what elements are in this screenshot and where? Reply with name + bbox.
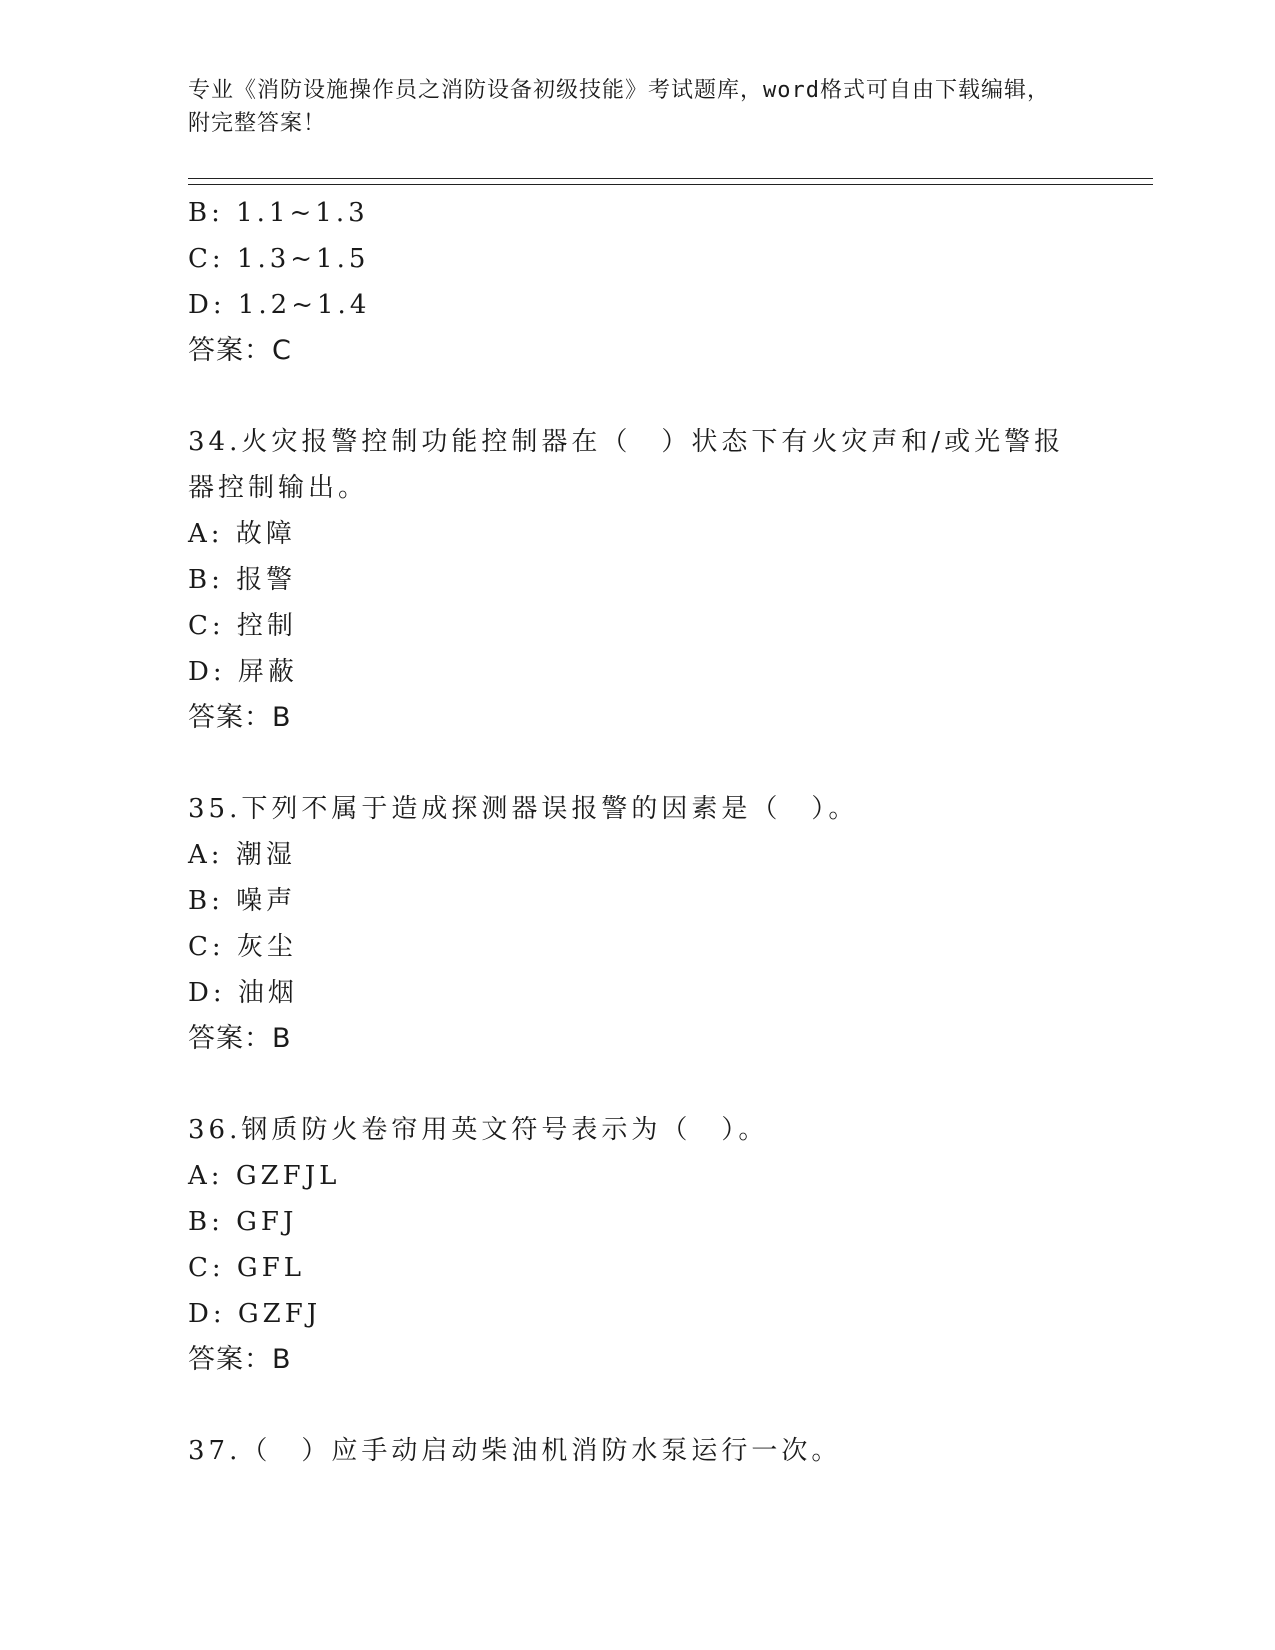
option-b: B: 报警 xyxy=(188,565,297,595)
option-b: B: 1.1~1.3 xyxy=(188,198,369,228)
option-a: A: GZFJL xyxy=(188,1161,341,1191)
option-a: A: 潮湿 xyxy=(188,840,296,870)
question-34 xyxy=(188,419,1088,741)
question-36 xyxy=(188,1107,1088,1383)
header-divider-top xyxy=(188,178,1153,179)
question-33-tail xyxy=(188,190,1088,374)
option-d: D: 1.2~1.4 xyxy=(188,290,371,320)
answer: 答案：B xyxy=(188,1344,292,1375)
option-d: D: 油烟 xyxy=(188,978,298,1008)
answer: 答案：B xyxy=(188,1023,292,1054)
option-d: D: GZFJ xyxy=(188,1299,322,1329)
question-stem: 34.火灾报警控制功能控制器在（ ）状态下有火灾声和/或光警报器控制输出。 xyxy=(188,427,1065,503)
option-b: B: GFJ xyxy=(188,1207,298,1237)
question-stem: 35.下列不属于造成探测器误报警的因素是（ ）。 xyxy=(188,794,859,824)
option-c: C: 灰尘 xyxy=(188,932,297,962)
question-stem: 37.（ ）应手动启动柴油机消防水泵运行一次。 xyxy=(188,1436,842,1466)
option-a: A: 故障 xyxy=(188,519,296,549)
answer: 答案：C xyxy=(188,335,292,366)
document-header: 专业《消防设施操作员之消防设备初级技能》考试题库，word格式可自由下载编辑，附完整答案！ xyxy=(188,78,1050,136)
option-d: D: 屏蔽 xyxy=(188,657,298,687)
option-b: B: 噪声 xyxy=(188,886,297,916)
question-stem: 36.钢质防火卷帘用英文符号表示为（ ）。 xyxy=(188,1115,769,1145)
question-37 xyxy=(188,1428,1088,1474)
option-c: C: GFL xyxy=(188,1253,305,1283)
question-list xyxy=(188,190,1088,1474)
answer: 答案：B xyxy=(188,702,292,733)
option-c: C: 控制 xyxy=(188,611,297,641)
header-divider-bottom xyxy=(188,184,1153,185)
question-35 xyxy=(188,786,1088,1062)
option-c: C: 1.3~1.5 xyxy=(188,244,370,274)
